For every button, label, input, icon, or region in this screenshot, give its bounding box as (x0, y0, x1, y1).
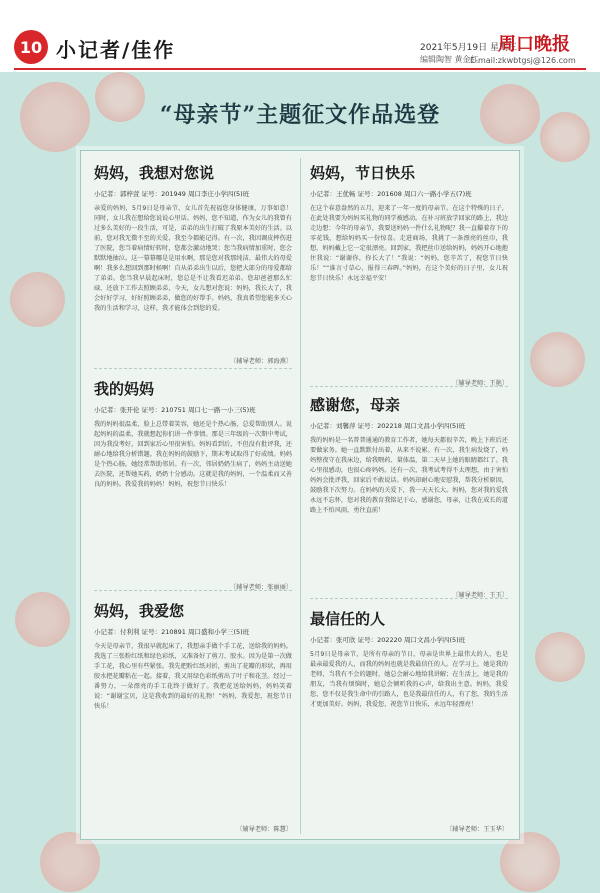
article-title: 妈妈，我爱您 (94, 602, 185, 620)
flower-decoration (15, 592, 70, 647)
article-byline: 小记者：张开伦 证号：210751 周口七一路一小三(5)班 (94, 406, 256, 414)
article-title: 妈妈，节日快乐 (310, 164, 416, 182)
flower-decoration (500, 832, 560, 892)
article-title: 最信任的人 (310, 610, 386, 628)
article-body: 我的妈妈是一名普普通通的教育工作者，她每天都很辛苦，晚上下班后还要做家务。她一直默默付出着，从来不说累。有一次，我生病发烧了，妈妈整夜守在我床边，给我喂药、量体温，第二天早上她的眼睛都红了。我心里很感动，也很心疼妈妈。还有一次，我考试考得不太理想，由于害怕妈妈会批评我，回家后不敢说话。妈妈却耐心地安慰我，帮我分析原因，鼓励我下次努力。在妈妈的关爱下，我一天天长大。妈妈，您对我的爱我永远不忘怀，您对我的教育我铭记于心，感谢您，母亲，让我在成长的道路上不怕风雨，勇往直前！ (310, 437, 508, 514)
issue-date: 2021年5月19日 星期三 (420, 43, 517, 53)
flower-decoration (10, 272, 65, 327)
article-separator (94, 368, 292, 369)
article-body: 今天是母亲节，我很早就起床了，我想亲手做个手工花，送给我的妈妈。我选了三张粉红纸和绿色彩纸，又准备好了剪刀、胶水。因为是第一次做手工花，我心里有些紧张。我先把粉红纸对折，剪出了花瓣的形状，再用胶水把花瓣粘在一起。接着，我又用绿色彩纸剪出了叶子和花茎。经过一番努力，一朵漂亮的手工花终于做好了。我把花送给妈妈，妈妈笑着说：“谢谢宝贝，这是我收到的最好的礼物！”妈妈，我爱您，祝您节日快乐！ (94, 643, 292, 710)
editor-credit: 编辑陶智 黄金红 (420, 55, 479, 64)
article-card (310, 608, 508, 833)
page-number-badge: 10 (14, 30, 48, 64)
article-teacher: 〔辅导老师：王艳〕 (452, 380, 508, 387)
article-body: 5月9日是母亲节，是所有母亲的节日，母亲是世界上最伟大的人，也是最亲最爱我的人，而我的妈妈也就是我最信任的人。在学习上，她是我的老师，当我有不会的题时，她总会耐心地给我讲解；在生活上，她是我的朋友，当我有烦恼时，她总会倾听我的心声，给我出主意。妈妈，我爱您，您不仅是我生命中的引路人，也是我最信任的人，有了您，我的生活才更加美好。妈妈，我爱您，祝您节日快乐，永远年轻漂亮！ (310, 651, 508, 708)
article-separator (310, 598, 508, 599)
header-rule (14, 68, 586, 70)
article-separator (94, 590, 292, 591)
contact-email: E-mail:zkwbtgsj@126.com (470, 56, 576, 65)
article-byline: 小记者：张可欣 证号：202220 周口文昌小学四(5)班 (310, 636, 466, 644)
article-teacher: 〔辅导老师：王玉〕 (452, 592, 508, 599)
column-divider (300, 158, 301, 834)
main-title: “母亲节”主题征文作品选登 (159, 102, 441, 128)
article-title: 我的妈妈 (94, 380, 155, 398)
article-card (94, 600, 292, 833)
flower-decoration (40, 832, 100, 892)
article-teacher: 〔辅导老师：张丽丽〕 (230, 584, 292, 591)
article-byline: 小记者：王优畅 证号：201608 周口六一路小学五(7)班 (310, 190, 472, 198)
article-title: 感谢您，母亲 (310, 396, 401, 414)
article-teacher: 〔辅导老师：陈慧〕 (236, 826, 292, 833)
section-title: 小记者/佳作 (56, 38, 176, 62)
page-header (0, 0, 600, 78)
article-body: 亲爱的妈妈，5月9日是母亲节，女儿首先祝福您身体健康，万事如意！同时，女儿我在想给您说说心里话。妈妈，您不知道，作为女儿的我曾有过多么美好的一段生活，可是，弟弟的出生打破了我原本美好的生活。以前，您对我无微不至的关爱，我至今都能记得。有一次，我因调皮摔伤进了医院，您当着病情好转时，您都会激动地哭；您当我病情加重时，您会默默地抽泣。这一幕幕哪是是用水啊，那是您对我那纯洁、最伟大的母爱啊！我多么想回到那时候啊！自从弟弟出生以后，您把大部分的母爱都给了弟弟。您当我早晨起床时，您总是不让我看迟弟弟。您却爸爸那么忙碌，还放下工作去照顾弟弟，今天，女儿想对您说：妈妈，我长大了，我会好好学习，好好照顾弟弟，做您的好帮手。妈妈，我真希望您能多关心我的生活和学习，这样，我才能体会到您的爱。 (94, 205, 292, 312)
article-teacher: 〔辅导老师：郭海燕〕 (230, 358, 292, 365)
article-body: 在这个春意盎然的五月，迎来了一年一度的母亲节。在这个特殊的日子，在此处我要为妈妈买礼物的同学被感动。在补习班放学回家的路上，我边走边想：今年的母亲节，我要送妈妈一件什么礼物呢？我一直攥着存下的零花钱，想给妈妈买一份惊喜。走进商场，我挑了一条漂亮的丝巾，我想，妈妈戴上它一定很漂亮。回到家，我把丝巾送给妈妈，妈妈开心地抱住我说：“谢谢你，你长大了！”我说：“妈妈，您辛苦了，祝您节日快乐！”“谁言寸草心，报得三春晖。”妈妈，在这个美好的日子里，女儿祝您节日快乐！永远幸福平安！ (310, 205, 508, 282)
article-byline: 小记者：郭梓萱 证号：201949 周口李庄小学四(5)班 (94, 190, 250, 198)
article-title: 妈妈，我想对您说 (94, 164, 215, 182)
article-teacher: 〔辅导老师：王玉华〕 (446, 826, 508, 833)
flower-decoration (530, 332, 585, 387)
article-card (310, 162, 508, 387)
article-card (94, 162, 292, 365)
article-separator (310, 386, 508, 387)
article-byline: 小记者：付利利 证号：210891 周口盛和小学三(5)班 (94, 628, 250, 636)
newspaper-logo: 周口晚报 (498, 34, 570, 55)
article-card (94, 378, 292, 591)
article-byline: 小记者：刘馨萍 证号：202218 周口文昌小学四(5)班 (310, 422, 466, 430)
article-card (310, 394, 508, 599)
flower-decoration (535, 632, 585, 682)
article-body: 我的妈妈很温柔，脸上总带着笑容，她还是个热心肠，总爱帮助别人。说起妈妈的温柔，我就想起你们讲一件事情。那是三年级的一次期中考试，因为我没考好，回到家后心里很害怕。妈妈看到后，不但没有批评我，还耐心地给我分析错题。我在妈妈的鼓励下，期末考试取得了好成绩。妈妈是个热心肠，她经常帮助邻居。有一次，邻居奶奶生病了，妈妈主动送她去医院，还帮她买药，奶奶十分感动。这就是我的妈妈，一个温柔而又善良的妈妈。我爱我的妈妈！妈妈，祝您节日快乐！ (94, 421, 292, 488)
